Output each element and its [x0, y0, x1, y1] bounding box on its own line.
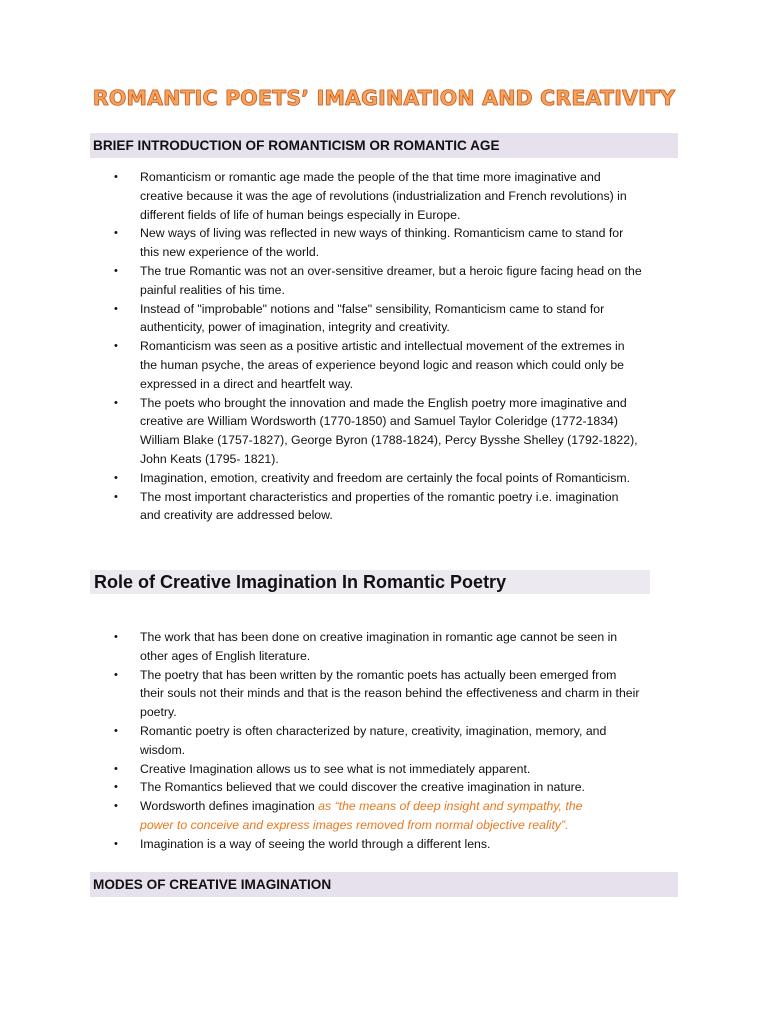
bullet-icon: •: [114, 762, 118, 775]
list-item-line: Imagination, emotion, creativity and freedom are certainly the focal points of Romanticism.: [140, 470, 631, 485]
list-item-line: and creativity are addressed below.: [140, 508, 333, 523]
list-item-wordsworth: [114, 797, 684, 835]
list-item-line: Romantic poetry is often characterized by nature, creativity, imagination, memory, and: [140, 723, 607, 738]
list-item-line: other ages of English literature.: [140, 648, 311, 663]
bullet-icon: •: [114, 396, 118, 409]
section-heading-role-of-creative-imagination: Role of Creative Imagination In Romantic Poetry: [90, 570, 650, 594]
list-item-line: Creative Imagination allows us to see what is not immediately apparent.: [140, 761, 531, 776]
wordsworth-quote-line-2: power to conceive and express images removed from normal objective reality”.: [140, 817, 569, 832]
list-item-line: William Blake (1757-1827), George Byron (1788-1824), Percy Bysshe Shelley (1792-1822),: [140, 433, 638, 448]
bullet-list-creative-imagination: [114, 628, 684, 854]
bullet-icon: •: [114, 264, 118, 277]
list-item: [114, 666, 684, 722]
bullet-icon: •: [114, 668, 118, 681]
list-item: [114, 628, 684, 666]
list-item-line: their souls not their minds and that is the reason behind the effectiveness and charm in their: [140, 686, 640, 701]
list-item: [114, 469, 684, 488]
list-item-line: The true Romantic was not an over-sensitive dreamer, but a heroic figure facing head on the: [140, 263, 642, 278]
bullet-icon: •: [114, 302, 118, 315]
list-item: [114, 394, 684, 469]
list-item-line: The Romantics believed that we could discover the creative imagination in nature.: [140, 780, 585, 795]
list-item-line: Romanticism was seen as a positive artistic and intellectual movement of the extremes in: [140, 339, 625, 354]
list-item-line: The work that has been done on creative imagination in romantic age cannot be seen in: [140, 630, 618, 644]
list-item-line: wisdom.: [140, 742, 186, 757]
list-item-line: poetry.: [140, 705, 177, 720]
list-item-line: authenticity, power of imagination, integrity and creativity.: [140, 320, 450, 335]
list-item: [114, 337, 684, 393]
list-item-last: [114, 835, 684, 854]
list-item: [114, 778, 684, 797]
wordsworth-quote-line-1: as “the means of deep insight and sympathy, the: [318, 799, 583, 814]
bullet-icon: •: [114, 471, 118, 484]
list-item-line: The poets who brought the innovation and made the English poetry more imaginative and: [140, 395, 627, 410]
list-item-line: the human psyche, the areas of experience beyond logic and reason which could only be: [140, 357, 624, 372]
bullet-list-introduction: [114, 168, 684, 525]
list-item-line: Romanticism or romantic age made the people of the that time more imaginative and: [140, 170, 601, 184]
wordsworth-lead-text: Wordsworth defines imagination: [140, 799, 319, 814]
list-item-line: creative are William Wordsworth (1770-1850) and Samuel Taylor Coleridge (1772-1834): [140, 414, 618, 429]
list-item: [114, 262, 684, 300]
list-item-line: different fields of life of human beings especially in Europe.: [140, 207, 461, 222]
bullet-icon: •: [114, 781, 118, 794]
bullet-icon: •: [114, 724, 118, 737]
list-item: [114, 224, 684, 262]
list-item-text: Imagination is a way of seeing the world through a different lens.: [140, 836, 491, 851]
list-item-line: The most important characteristics and properties of the romantic poetry i.e. imagination: [140, 489, 619, 504]
bullet-icon: •: [114, 800, 118, 813]
list-item-line: painful realities of his time.: [140, 282, 285, 297]
section-heading-brief-introduction: BRIEF INTRODUCTION OF ROMANTICISM OR ROMANTIC AGE: [90, 133, 678, 158]
list-item-line: The poetry that has been written by the romantic poets has actually been emerged from: [140, 667, 617, 682]
bullet-icon: •: [114, 171, 118, 183]
list-item: [114, 168, 684, 224]
list-item: [114, 300, 684, 338]
list-item-line: Instead of "improbable" notions and "false" sensibility, Romanticism came to stand for: [140, 301, 605, 316]
list-item-line: this new experience of the world.: [140, 245, 320, 260]
bullet-icon: •: [114, 340, 118, 353]
list-item: [114, 722, 684, 760]
bullet-icon: •: [114, 490, 118, 503]
document-title: ROMANTIC POETS’ IMAGINATION AND CREATIVITY: [92, 86, 676, 110]
list-item: [114, 760, 684, 779]
list-item: [114, 488, 684, 526]
bullet-icon: •: [114, 837, 118, 850]
bullet-icon: •: [114, 227, 118, 240]
list-item-line: expressed in a direct and heartfelt way.: [140, 376, 354, 391]
list-item-line: New ways of living was reflected in new ways of thinking. Romanticism came to stand for: [140, 226, 624, 241]
bullet-icon: •: [114, 631, 118, 643]
list-item-line: John Keats (1795- 1821).: [140, 451, 279, 466]
section-heading-modes-of-creative-imagination: MODES OF CREATIVE IMAGINATION: [90, 872, 678, 897]
list-item-line: creative because it was the age of revolutions (industrialization and French revolutions) in: [140, 188, 627, 203]
